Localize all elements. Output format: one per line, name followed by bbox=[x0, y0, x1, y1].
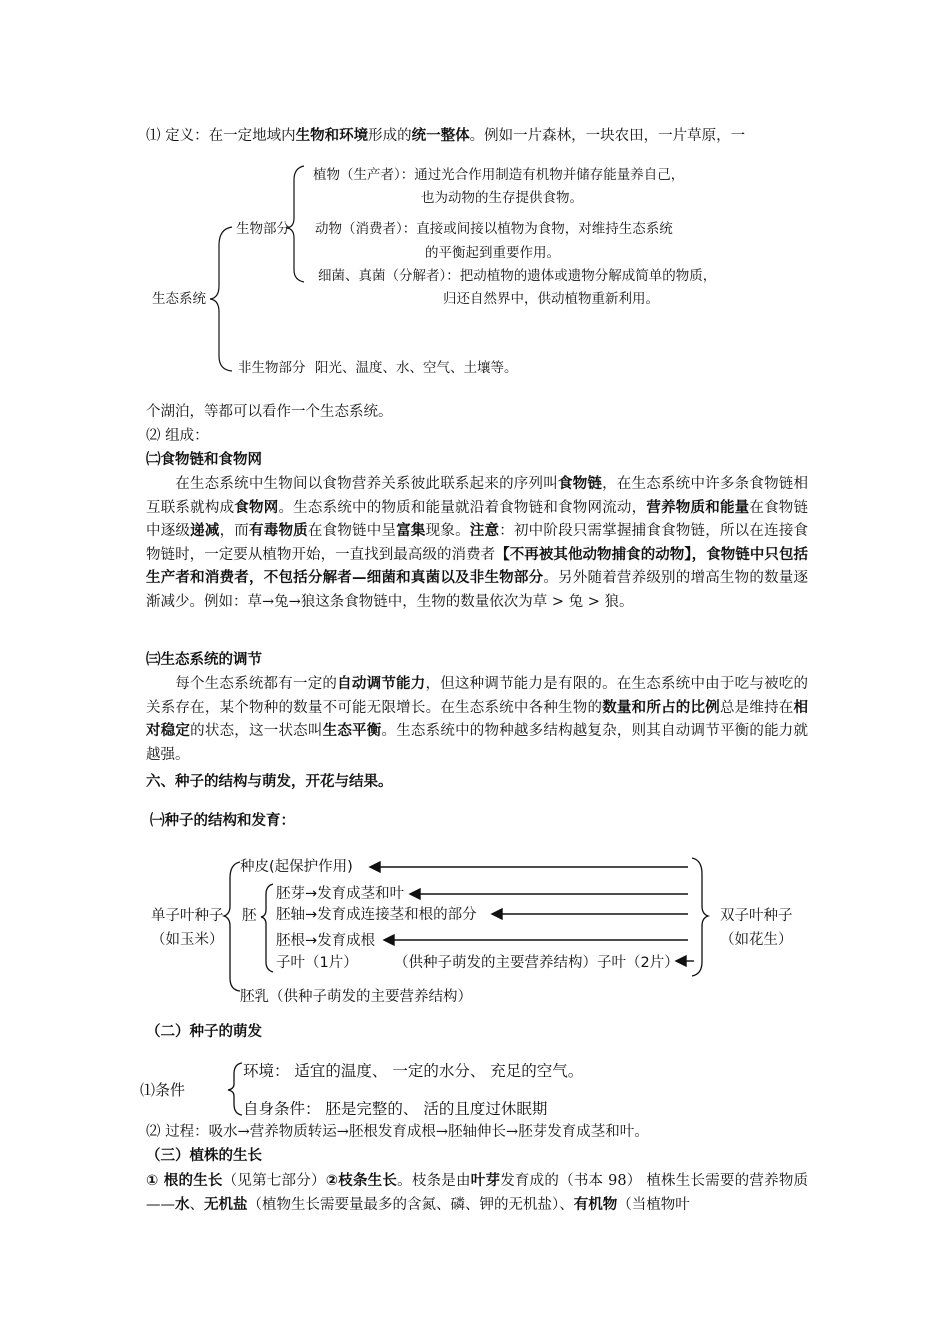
food-chain-heading: ㈡食物链和食物网 bbox=[146, 452, 262, 468]
self-condition: 自身条件： 胚是完整的、 活的且度过休眠期 bbox=[243, 1100, 548, 1115]
composition-label: ⑵ 组成： bbox=[146, 428, 209, 444]
section-6-heading: 六、种子的结构与萌发，开花与结果。 bbox=[146, 774, 393, 790]
definition-continued: 个湖泊，等都可以看作一个生态系统。 bbox=[146, 404, 393, 420]
hypocotyl-label: 胚轴→发育成连接茎和根的部分 bbox=[276, 907, 477, 923]
regulation-heading: ㈢生态系统的调节 bbox=[146, 652, 262, 668]
monocot-example: （如玉米） bbox=[151, 932, 224, 948]
cotyledon-note: （供种子萌发的主要营养结构）子叶（2片） bbox=[394, 955, 679, 971]
abiotic-label: 非生物部分 bbox=[238, 360, 306, 376]
animal-line-2: 的平衡起到重要作用。 bbox=[425, 245, 560, 261]
endosperm-label: 胚乳（供种子萌发的主要营养结构） bbox=[240, 989, 472, 1005]
decomposer-line-1: 细菌、真菌（分解者）：把动植物的遗体或遗物分解成简单的物质， bbox=[318, 268, 717, 284]
animal-line-1: 动物（消费者）：直接或间接以植物为食物，对维持生态系统 bbox=[315, 221, 673, 237]
embryo-label: 胚 bbox=[242, 908, 257, 924]
definition-line: ⑴ 定义：在一定地域内生物和环境形成的统一整体。例如一片森林，一块农田，一片草原，一 bbox=[146, 128, 746, 144]
abiotic-items: 阳光、温度、水、空气、土壤等。 bbox=[315, 360, 518, 376]
dicot-example: （如花生） bbox=[720, 932, 793, 948]
radicle-label: 胚根→发育成根 bbox=[276, 933, 376, 949]
conditions-label: ⑴条件 bbox=[140, 1081, 186, 1099]
plant-growth-heading: （三）植株的生长 bbox=[146, 1148, 262, 1164]
decomposer-line-2: 归还自然界中，供动植物重新利用。 bbox=[443, 291, 659, 307]
cotyledon-mono-label: 子叶（1片） bbox=[276, 955, 358, 971]
plant-line-1: 植物（生产者）：通过光合作用制造有机物并储存能量养自己， bbox=[313, 167, 685, 183]
dicot-label: 双子叶种子 bbox=[720, 908, 793, 924]
biotic-label: 生物部分 bbox=[236, 221, 290, 237]
environment-condition: 环境： 适宜的温度、 一定的水分、 充足的空气。 bbox=[243, 1062, 584, 1080]
ecosystem-root: 生态系统 bbox=[152, 291, 206, 307]
plant-line-2: 也为动物的生存提供食物。 bbox=[421, 190, 583, 206]
regulation-paragraph: 每个生态系统都有一定的自动调节能力，但这种调节能力是有限的。在生态系统中由于吃与被吃的关系存在，某个物种的数量不可能无限增长。在生态系统中各种生物的数量和所占的比例总是维持在相对稳定的状态，这一状态叫生态平衡。生态系统中的物种越多结构越复杂，则其自动调节平衡的能力就越强。 bbox=[146, 676, 809, 763]
seed-structure-heading: ㈠种子的结构和发育： bbox=[150, 813, 295, 829]
seed-coat-label: 种皮(起保护作用) bbox=[240, 859, 353, 875]
plumule-label: 胚芽→发育成茎和叶 bbox=[276, 886, 405, 902]
monocot-label: 单子叶种子 bbox=[151, 908, 224, 924]
germination-heading: （二）种子的萌发 bbox=[146, 1024, 262, 1040]
plant-growth-paragraph: ① 根的生长（见第七部分）②枝条生长。枝条是由叶芽发育成的（书本 98） 植株生长需要的营养物质——水、无机盐（植物生长需要量最多的含氮、磷、钾的无机盐）、有机物（当植物叶 bbox=[146, 1173, 809, 1213]
food-chain-paragraph: 在生态系统中生物间以食物营养关系彼此联系起来的序列叫食物链，在生态系统中许多条食物链相互联系就构成食物网。生态系统中的物质和能量就沿着食物链和食物网流动，营养物质和能量在食物链中逐级递减，而有毒物质在食物链中呈富集现象。注意：初中阶段只需掌握捕食食物链，所以在连接食物链时，一定要从植物开始，一直找到最高级的消费者【不再被其他动物捕食的动物】，食物链中只包括生产者和消费者，不包括分解者—细菌和真菌以及非生物部分。另外随着营养级别的增高生物的数量逐渐减少。例如：草→兔→狼这条食物链中，生物的数量依次为草 > 兔 > 狼。 bbox=[146, 476, 809, 610]
germination-process: ⑵ 过程：吸水→营养物质转运→胚根发育成根→胚轴伸长→胚芽发育成茎和叶。 bbox=[146, 1124, 649, 1140]
